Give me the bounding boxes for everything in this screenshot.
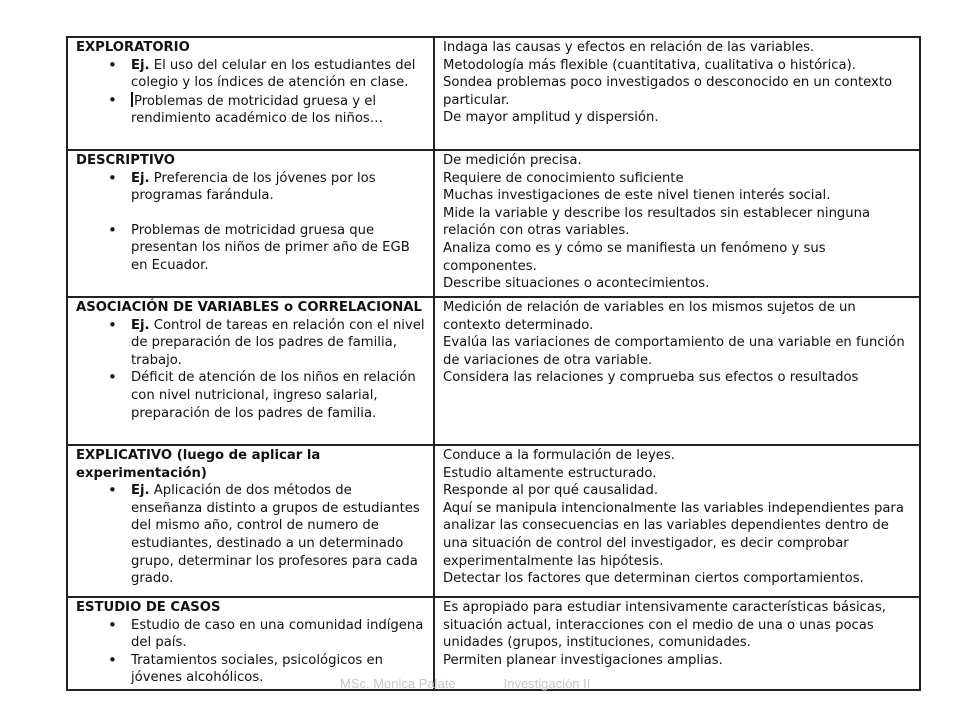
- level-title: DESCRIPTIVO: [76, 153, 175, 168]
- list-item: [131, 57, 425, 92]
- description-line: Describe situaciones o acontecimientos.: [443, 276, 710, 292]
- description-line: Permiten planear investigaciones amplias.: [443, 652, 723, 668]
- level-title: ASOCIACIÓN DE VARIABLES o CORRELACIONAL: [76, 300, 422, 315]
- example-text: Problemas de motricidad gruesa que presentan los niños de primer año de EGB en Ecuador.: [131, 222, 410, 273]
- example-list: [76, 170, 425, 275]
- example-list: [76, 317, 425, 423]
- level-title: ESTUDIO DE CASOS: [76, 600, 221, 615]
- description-line: Indaga las causas y efectos en relación de las variables.: [443, 40, 815, 55]
- level-cell: [67, 37, 434, 150]
- description-line: Medición de relación de variables en los mismos sujetos de un contexto determinado.: [443, 300, 856, 333]
- example-prefix: Ej.: [131, 317, 150, 333]
- list-item: [131, 317, 425, 370]
- table-row-correlacional: [67, 297, 920, 445]
- description-cell: [434, 297, 920, 445]
- example-text: Déficit de atención de los niños en relación con nivel nutricional, ingreso salarial, preparación de los padres de familia.: [131, 370, 416, 421]
- list-item: [131, 222, 425, 275]
- description-line: De mayor amplitud y dispersión.: [443, 110, 659, 126]
- description-line: Analiza como es y cómo se manifiesta un fenómeno y sus componentes.: [443, 240, 826, 274]
- description-line: Estudio altamente estructurado.: [443, 465, 657, 481]
- example-prefix: Ej.: [131, 483, 150, 499]
- description-cell: [434, 445, 920, 597]
- text-cursor: [131, 92, 133, 107]
- level-cell: [67, 150, 434, 297]
- example-prefix: Ej.: [131, 170, 150, 186]
- example-prefix: Ej.: [131, 57, 150, 73]
- example-text: Tratamientos sociales, psicológicos en jóvenes alcohólicos.: [131, 652, 383, 686]
- example-text: Preferencia de los jóvenes por los programas farándula.: [131, 170, 376, 204]
- level-title: EXPLICATIVO (luego de aplicar la experimentación): [76, 448, 321, 481]
- level-cell: [67, 297, 434, 445]
- example-text: Problemas de motricidad gruesa y el rendimiento académico de los niños…: [131, 93, 383, 127]
- example-text: Control de tareas en relación con el nivel de preparación de los padres de familia, trabajo.: [131, 317, 425, 368]
- description-line: Es apropiado para estudiar intensivamente características básicas, situación actual, interacciones con el medio de una o unas pocas unidades (grupos, instituciones, comunidades.: [443, 600, 886, 651]
- description-line: Aquí se manipula intencionalmente las variables independientes para analizar las consecuencias en las variables dependientes dentro de una situación de control del investigador, es decir comprobar experimentalmente las hipótesis.: [443, 500, 904, 569]
- list-item: [131, 170, 425, 205]
- list-item: [131, 482, 425, 588]
- description-line: Detectar los factores que determinan ciertos comportamientos.: [443, 571, 864, 587]
- description-line: Evalúa las variaciones de comportamiento de una variable en función de variaciones de otra variable.: [443, 335, 905, 368]
- description-line: Requiere de conocimiento suficiente: [443, 170, 684, 186]
- description-line: Muchas investigaciones de este nivel tienen interés social.: [443, 188, 831, 204]
- table-row-descriptivo: [67, 150, 920, 297]
- example-text: El uso del celular en los estudiantes del colegio y los índices de atención en clase.: [131, 57, 416, 91]
- description-line: Conduce a la formulación de leyes.: [443, 448, 675, 463]
- example-list: [76, 57, 425, 128]
- description-line: De medición precisa.: [443, 153, 582, 168]
- example-list: [76, 482, 425, 588]
- level-title: EXPLORATORIO: [76, 40, 190, 55]
- table-row-explicativo: [67, 445, 920, 597]
- footer-author: MSc. Monica Palate: [340, 676, 456, 691]
- description-line: Considera las relaciones y comprueba sus efectos o resultados: [443, 370, 859, 386]
- slide-footer: [340, 676, 640, 694]
- example-text: Estudio de caso en una comunidad indígena del país.: [131, 617, 424, 651]
- list-item: [131, 617, 425, 652]
- table-row-exploratorio: [67, 37, 920, 150]
- list-item: [131, 369, 425, 422]
- footer-subject: Investigación II: [503, 676, 591, 691]
- description-line: Sondea problemas poco investigados o desconocido en un contexto particular.: [443, 75, 893, 108]
- research-levels-table: [66, 36, 921, 691]
- description-cell: [434, 150, 920, 297]
- description-line: Mide la variable y describe los resultados sin establecer ninguna relación con otras variables.: [443, 205, 871, 239]
- list-item: [131, 92, 425, 128]
- description-line: Metodología más flexible (cuantitativa, cualitativa o histórica).: [443, 57, 856, 73]
- description-cell: [434, 37, 920, 150]
- example-text: Aplicación de dos métodos de enseñanza distinto a grupos de estudiantes del mismo año, control de numero de estudiantes, destinado a un determinado grupo, determinar los profesores para cada grado.: [131, 483, 420, 587]
- level-cell: [67, 445, 434, 597]
- description-line: Responde al por qué causalidad.: [443, 483, 659, 499]
